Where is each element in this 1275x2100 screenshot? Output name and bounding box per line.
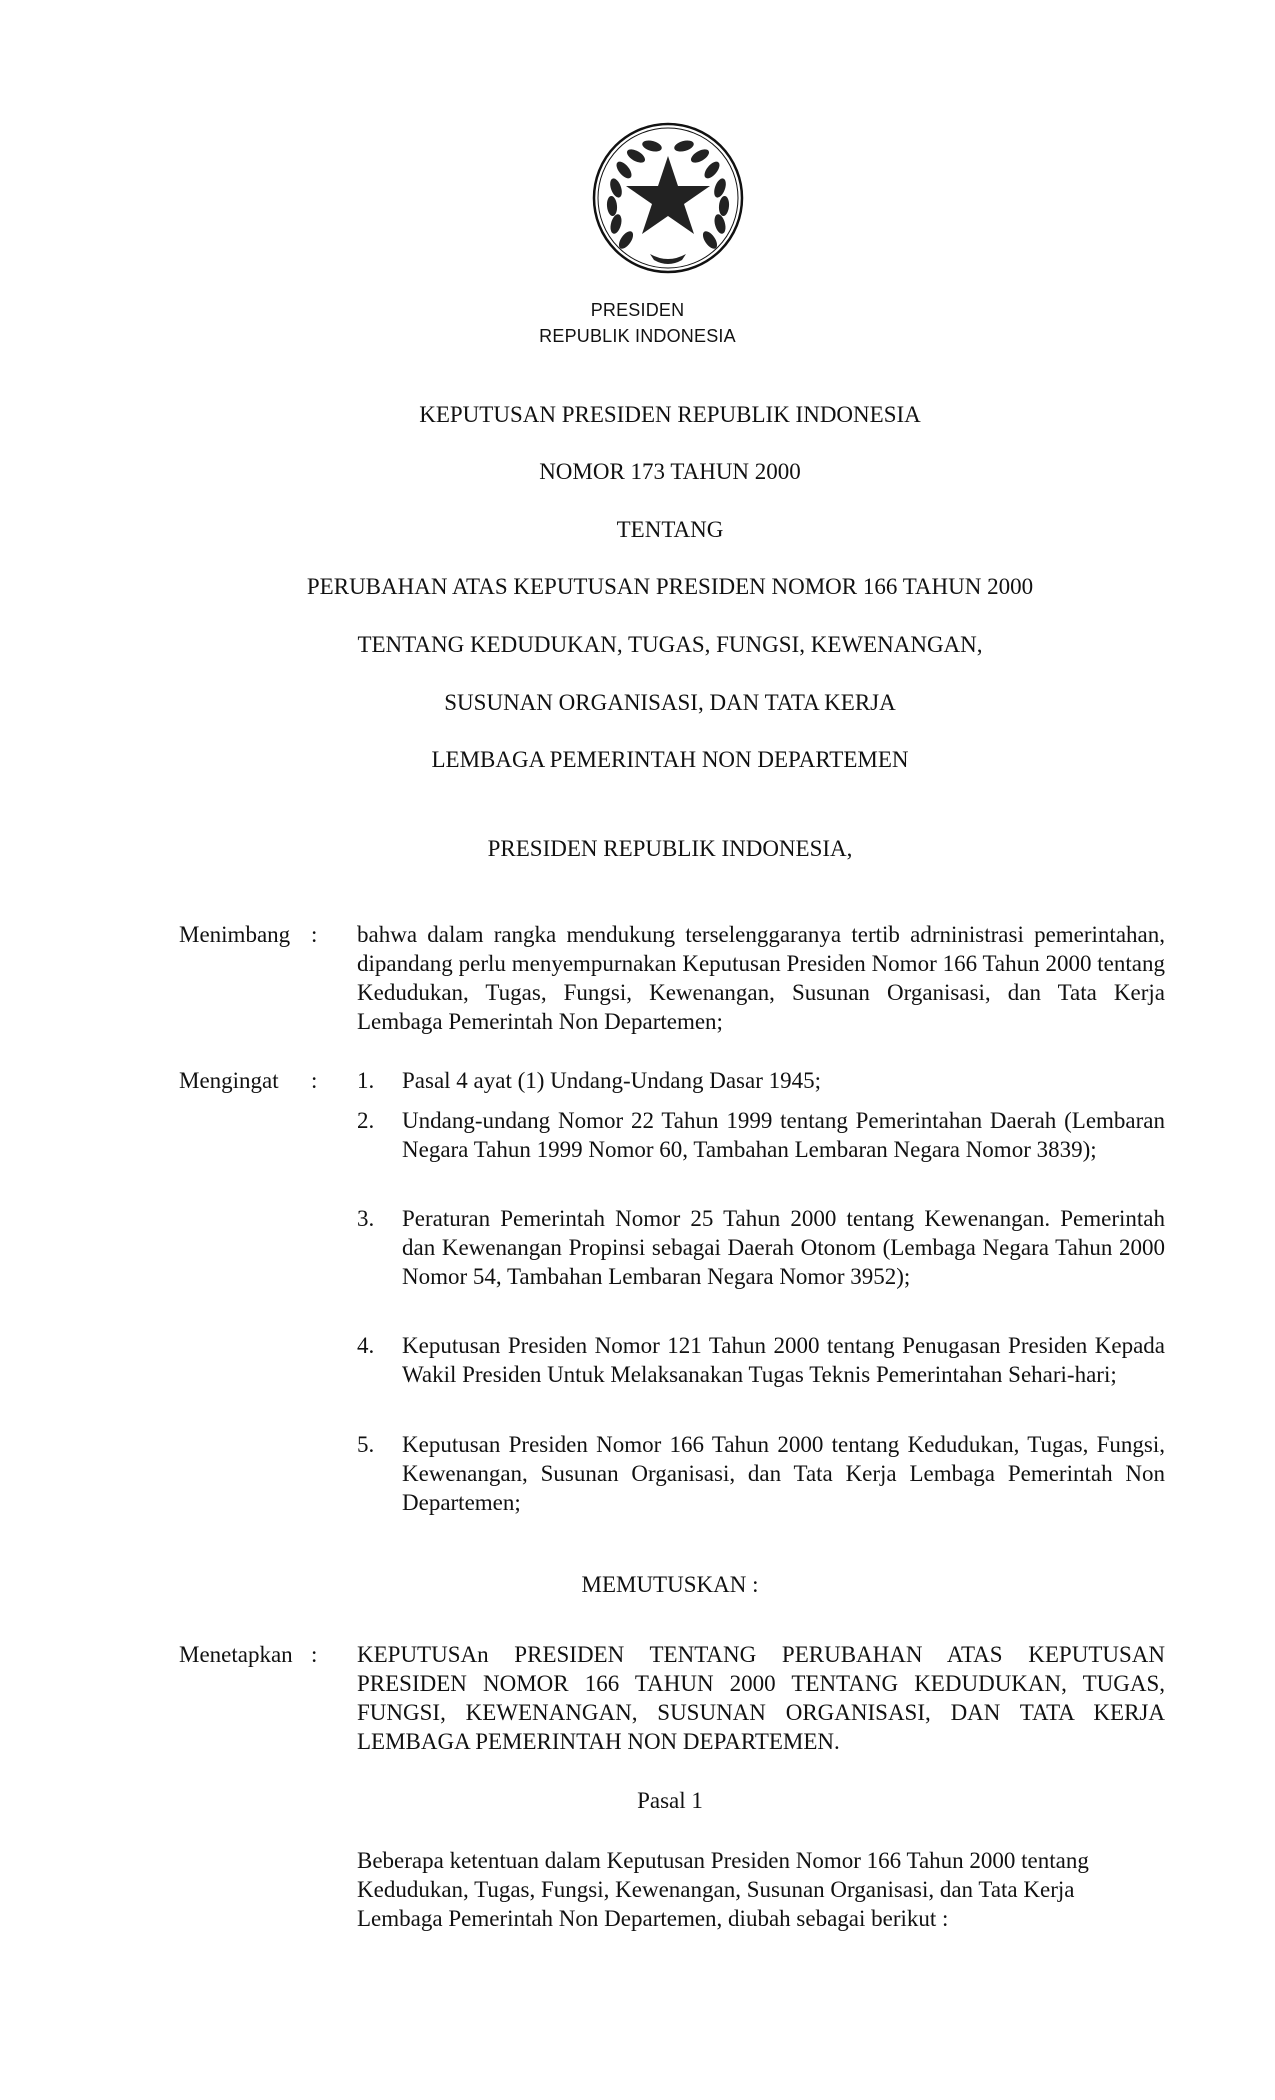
mengingat-item (357, 1106, 1165, 1164)
menetapkan-colon: : (311, 1642, 318, 1667)
doc-tentang: TENTANG (616, 517, 724, 542)
menetapkan-label: Menetapkan (179, 1642, 293, 1667)
memutuskan-heading: MEMUTUSKAN : (581, 1572, 759, 1597)
seal-caption-president: PRESIDEN (590, 300, 685, 320)
item-number: 1. (357, 1068, 375, 1093)
preamble: PRESIDEN REPUBLIK INDONESIA, (487, 836, 853, 861)
menimbang-label: Menimbang (179, 922, 291, 947)
item-number: 3. (357, 1206, 375, 1231)
menetapkan-text: KEPUTUSAn PRESIDEN TENTANG PERUBAHAN ATAS KEPUTUSAN PRESIDEN NOMOR 166 TAHUN 2000 TENTANG KEDUDUKAN, TUGAS, FUNGSI, KEWENANGAN, SUSUNAN ORGANISASI, DAN TATA KERJA LEMBAGA PEMERINTAH NON DEPARTEMEN. (357, 1642, 1165, 1754)
mengingat-item (357, 1430, 1165, 1517)
doc-subject-line4: LEMBAGA PEMERINTAH NON DEPARTEMEN (431, 747, 909, 772)
item-number: 5. (357, 1432, 375, 1457)
menimbang-colon: : (311, 922, 318, 947)
pasal-1-heading: Pasal 1 (637, 1788, 703, 1813)
seal-caption-republic: REPUBLIK INDONESIA (539, 326, 736, 346)
mengingat-item (357, 1204, 1165, 1291)
doc-number: NOMOR 173 TAHUN 2000 (539, 459, 801, 484)
pasal-1-text: Beberapa ketentuan dalam Keputusan Presiden Nomor 166 Tahun 2000 tentang Kedudukan, Tugas, Fungsi, Kewenangan, Susunan Organisasi, dan Tata Kerja Lembaga Pemerintah Non Departemen, diubah sebagai berikut : (357, 1848, 1089, 1931)
item-text: Keputusan Presiden Nomor 121 Tahun 2000 tentang Penugasan Presiden Kepada Wakil Presiden Untuk Melaksanakan Tugas Teknis Pemerintahan Sehari-hari; (402, 1333, 1165, 1387)
item-text: Undang-undang Nomor 22 Tahun 1999 tentang Pemerintahan Daerah (Lembaran Negara Tahun 1999 Nomor 60, Tambahan Lembaran Negara Nomor 3839); (402, 1108, 1165, 1162)
item-text: Pasal 4 ayat (1) Undang-Undang Dasar 1945; (402, 1068, 821, 1093)
mengingat-item (357, 1331, 1165, 1389)
doc-title: KEPUTUSAN PRESIDEN REPUBLIK INDONESIA (419, 402, 921, 427)
mengingat-label: Mengingat (179, 1068, 279, 1093)
item-text: Keputusan Presiden Nomor 166 Tahun 2000 tentang Kedudukan, Tugas, Fungsi, Kewenangan, Susunan Organisasi, dan Tata Kerja Lembaga Pemerintah Non Departemen; (402, 1432, 1165, 1515)
doc-subject-line1: PERUBAHAN ATAS KEPUTUSAN PRESIDEN NOMOR 166 TAHUN 2000 (306, 574, 1034, 599)
item-text: Peraturan Pemerintah Nomor 25 Tahun 2000 tentang Kewenangan. Pemerintah dan Kewenangan Propinsi sebagai Daerah Otonom (Lembaga Negara Tahun 2000 Nomor 54, Tambahan Lembaran Negara Nomor 3952); (402, 1206, 1165, 1289)
item-number: 2. (357, 1108, 375, 1133)
mengingat-colon: : (311, 1068, 318, 1093)
doc-subject-line2: TENTANG KEDUDUKAN, TUGAS, FUNGSI, KEWENANGAN, (357, 632, 983, 657)
menimbang-text: bahwa dalam rangka mendukung terselenggaranya tertib adrninistrasi pemerintahan, dipandang perlu menyempurnakan Keputusan Presiden Nomor 166 Tahun 2000 tentang Kedudukan, Tugas, Fungsi, Kewenangan, Susunan Organisasi, dan Tata Kerja Lembaga Pemerintah Non Departemen; (357, 922, 1165, 1034)
doc-subject-line3: SUSUNAN ORGANISASI, DAN TATA KERJA (444, 690, 896, 715)
presidential-seal-icon (588, 118, 748, 278)
mengingat-item (357, 1066, 1165, 1095)
item-number: 4. (357, 1333, 375, 1358)
